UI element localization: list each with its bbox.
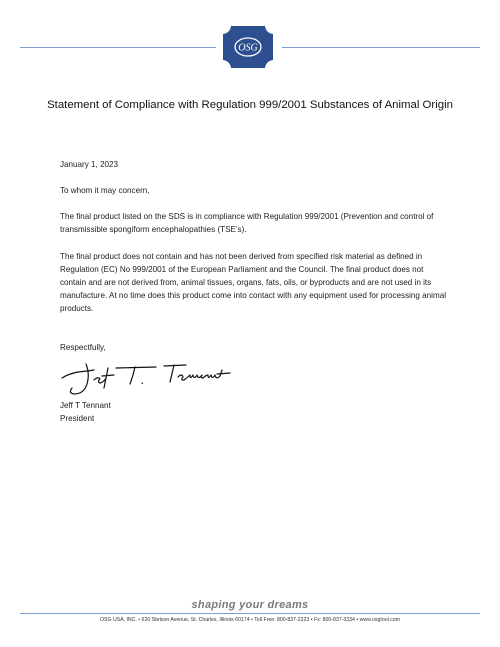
footer-address: OSG USA, INC. • 620 Stetson Avenue, St. Charles, Illinois 60174 • Toll Free: 800-837-2223 • Fx: 800-837-3334 • www.osgtool.com [99, 617, 401, 623]
header-rule-left [20, 47, 216, 48]
signature-image [60, 358, 240, 396]
svg-text:OSG: OSG [238, 42, 258, 54]
page-title: Statement of Compliance with Regulation 999/2001 Substances of Animal Origin [47, 99, 453, 111]
header-rule-right [282, 47, 480, 48]
footer-tagline: shaping your dreams [191, 599, 309, 611]
paragraph-1: The final product listed on the SDS is in compliance with Regulation 999/2001 (Prevention and control of transmissible spongiform encephalopathies (TSE’s). [60, 212, 434, 234]
letter-greeting: To whom it may concern, [60, 186, 150, 195]
signer-title: President [60, 414, 95, 423]
signer-name: Jeff T Tennant [60, 401, 111, 410]
letter-closing: Respectfully, [60, 343, 106, 352]
letter-date: January 1, 2023 [60, 160, 119, 169]
osg-logo-icon [222, 23, 274, 71]
paragraph-2: The final product does not contain and has not been derived from specified risk material as defined in Regulation (EC) No 999/2001 of the European Parliament and the Council. The final product does not contain and are not derived from, animal tissues, organs, fats, oils, or byproducts and are not used in its manufacture. At no time does this product come into contact with any equipment used for processing animal products. [60, 252, 447, 313]
footer-rule [20, 613, 480, 614]
